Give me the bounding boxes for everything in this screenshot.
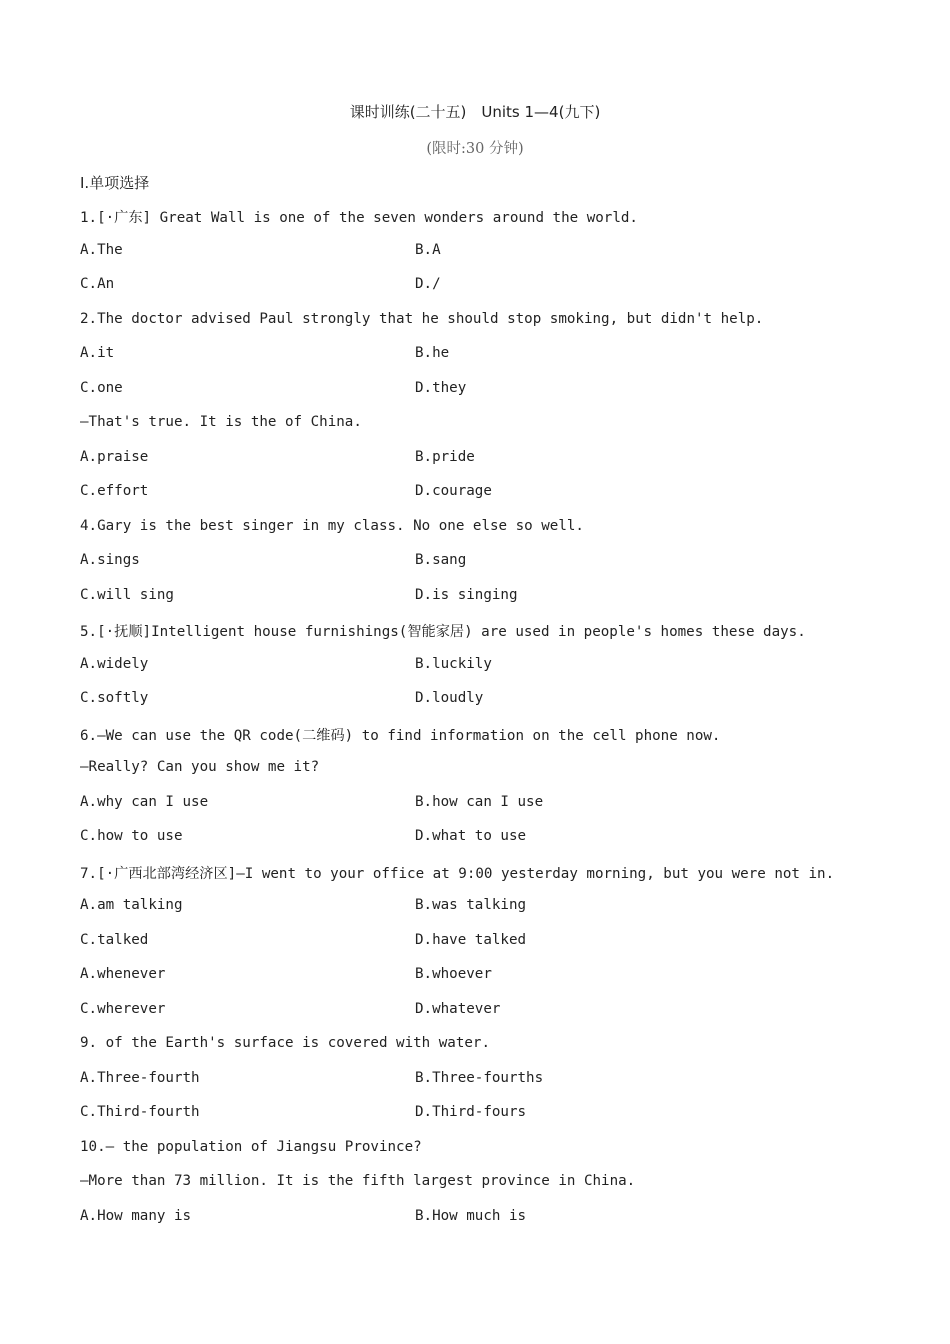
answer-option: A.it	[80, 345, 115, 361]
question-line: —More than 73 million. It is the fifth largest province in China.	[80, 1173, 636, 1189]
answer-option: D.have talked	[415, 932, 527, 948]
answer-option: B.sang	[415, 552, 467, 568]
answer-option: C.one	[80, 380, 123, 396]
answer-option: B.Three-fourths	[415, 1070, 544, 1086]
question-line: 5.[·抚顺]Intelligent house furnishings(智能家居) are used in people's homes these days.	[80, 624, 806, 640]
answer-option: C.softly	[80, 690, 149, 706]
answer-option: A.sings	[80, 552, 140, 568]
answer-option: A.Three-fourth	[80, 1070, 200, 1086]
answer-option: B.was talking	[415, 897, 527, 913]
answer-option: A.whenever	[80, 966, 166, 982]
answer-option: C.talked	[80, 932, 149, 948]
answer-option: C.effort	[80, 483, 149, 499]
question-line: —Really? Can you show me it?	[80, 759, 320, 775]
question-line: 10.— the population of Jiangsu Province?	[80, 1139, 422, 1155]
answer-option: A.widely	[80, 656, 149, 672]
answer-option: B.pride	[415, 449, 475, 465]
answer-option: A.why can I use	[80, 794, 209, 810]
answer-option: B.how can I use	[415, 794, 544, 810]
answer-option: D.loudly	[415, 690, 484, 706]
answer-option: D.they	[415, 380, 467, 396]
question-line: 6.—We can use the QR code(二维码) to find information on the cell phone now.	[80, 728, 721, 744]
answer-option: A.praise	[80, 449, 149, 465]
section-heading: Ⅰ.单项选择	[80, 174, 150, 192]
question-line: —That's true. It is the of China.	[80, 414, 362, 430]
answer-option: A.How many is	[80, 1208, 192, 1224]
answer-option: B.luckily	[415, 656, 492, 672]
answer-option: D./	[415, 276, 441, 292]
answer-option: A.am talking	[80, 897, 183, 913]
answer-option: D.whatever	[415, 1001, 501, 1017]
answer-option: C.will sing	[80, 587, 174, 603]
answer-option: C.how to use	[80, 828, 183, 844]
answer-option: D.Third-fours	[415, 1104, 527, 1120]
page-title: 课时训练(二十五) Units 1—4(九下)	[349, 103, 601, 121]
answer-option: B.A	[415, 242, 441, 258]
answer-option: D.is singing	[415, 587, 518, 603]
answer-option: D.courage	[415, 483, 492, 499]
answer-option: D.what to use	[415, 828, 527, 844]
question-line: 9. of the Earth's surface is covered with water.	[80, 1035, 490, 1051]
answer-option: C.Third-fourth	[80, 1104, 200, 1120]
question-line: 2.The doctor advised Paul strongly that he should stop smoking, but didn't help.	[80, 311, 764, 327]
answer-option: C.An	[80, 276, 115, 292]
question-line: 7.[·广西北部湾经济区]—I went to your office at 9:00 yesterday morning, but you were not in.	[80, 866, 835, 882]
time-limit: (限时:30 分钟)	[426, 141, 524, 157]
answer-option: A.The	[80, 242, 123, 258]
answer-option: C.wherever	[80, 1001, 166, 1017]
answer-option: B.whoever	[415, 966, 492, 982]
answer-option: B.How much is	[415, 1208, 527, 1224]
question-line: 1.[·广东] Great Wall is one of the seven wonders around the world.	[80, 210, 638, 226]
question-line: 4.Gary is the best singer in my class. No one else so well.	[80, 518, 584, 534]
answer-option: B.he	[415, 345, 450, 361]
